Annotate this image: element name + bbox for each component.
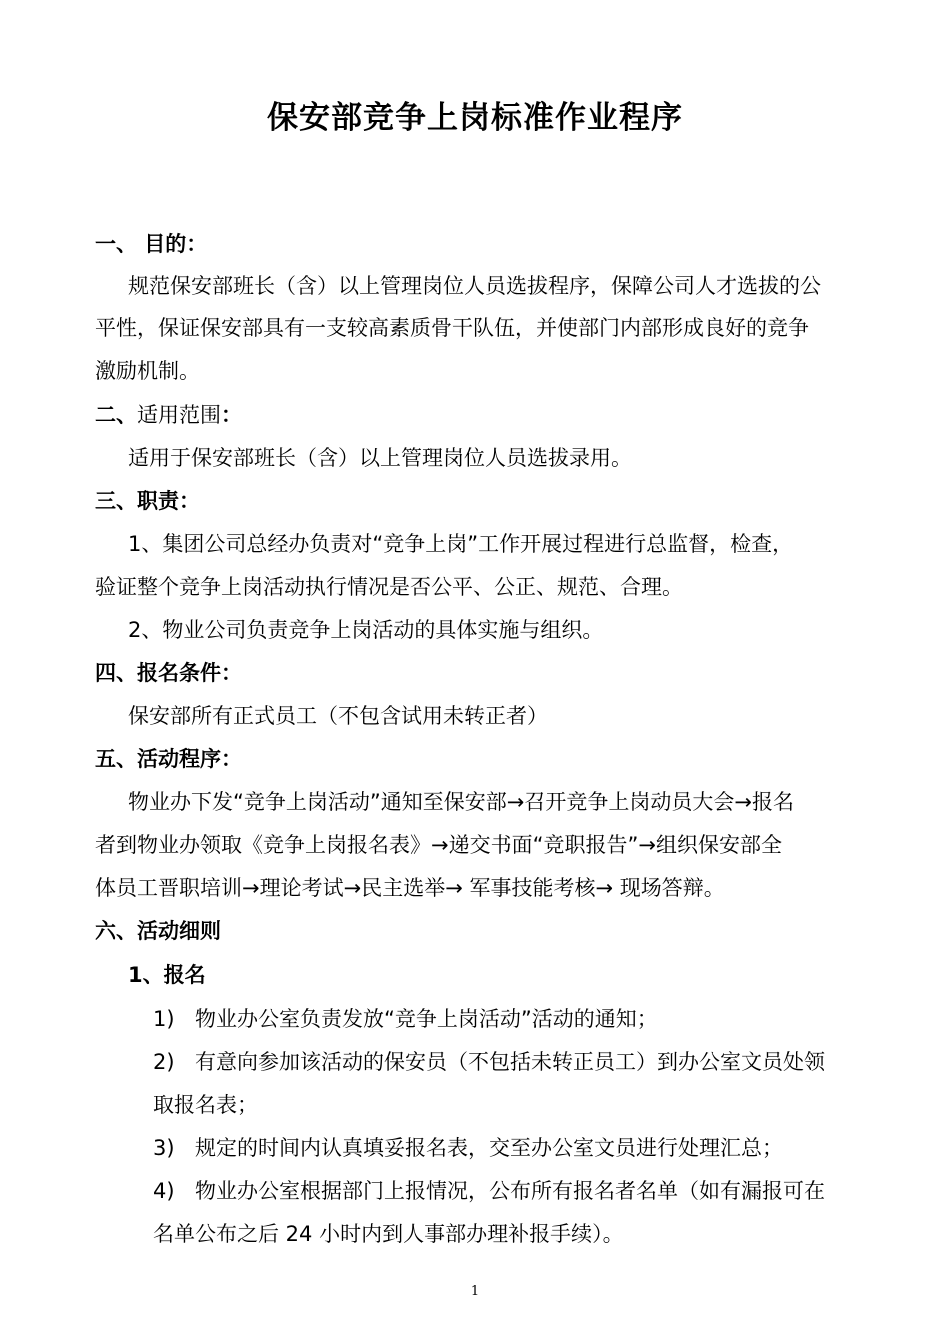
list-item-number: 4) [153, 1179, 175, 1203]
list-item-text: 有意向参加该活动的保安员（不包括未转正员工）到办公室文员处领 [195, 1050, 825, 1074]
section-4-paragraph: 保安部所有正式员工（不包含试用未转正者） [128, 704, 548, 728]
list-item-text: 物业办公室根据部门上报情况，公布所有报名者名单（如有漏报可在 [195, 1179, 825, 1203]
list-item-1 [153, 1004, 923, 1034]
section-3-paragraph-line-3: 2、物业公司负责竞争上岗活动的具体实施与组织。 [128, 618, 604, 642]
section-1-paragraph-line-1: 规范保安部班长（含）以上管理岗位人员选拔程序，保障公司人才选拔的公 [128, 274, 821, 298]
list-item-number: 2) [153, 1050, 175, 1074]
section-5-heading: 五、活动程序： [95, 747, 242, 771]
list-item-text: 物业办公室负责发放“竞争上岗活动”活动的通知； [195, 1007, 658, 1031]
section-5-paragraph-line-1: 物业办下发“竞争上岗活动”通知至保安部→召开竞争上岗动员大会→报名 [128, 790, 794, 814]
section-1-paragraph-line-2: 平性，保证保安部具有一支较高素质骨干队伍，并使部门内部形成良好的竞争 [95, 316, 809, 340]
list-item-4 [153, 1176, 923, 1206]
section-2-heading-number: 二、 [95, 403, 137, 427]
list-item-2-continuation: 取报名表； [153, 1093, 258, 1117]
section-2-paragraph: 适用于保安部班长（含）以上管理岗位人员选拔录用。 [128, 446, 632, 470]
list-item-number: 3) [153, 1136, 175, 1160]
section-3-paragraph-line-2: 验证整个竞争上岗活动执行情况是否公平、公正、规范、合理。 [95, 575, 683, 599]
section-6-subheading-1: 1、报名 [128, 963, 206, 987]
list-item-2 [153, 1047, 923, 1077]
section-2-heading [95, 400, 865, 430]
section-3-heading: 三、职责： [95, 489, 200, 513]
list-item-3 [153, 1133, 923, 1163]
section-6-heading: 六、活动细则 [95, 919, 221, 943]
document-title: 保安部竞争上岗标准作业程序 [267, 100, 683, 136]
list-item-4-continuation: 名单公布之后 24 小时内到人事部办理补报手续）。 [153, 1222, 624, 1246]
section-1-paragraph-line-3: 激励机制。 [95, 359, 200, 383]
section-5-paragraph-line-3: 体员工晋职培训→理论考试→民主选举→ 军事技能考核→ 现场答辩。 [95, 876, 725, 900]
list-item-number: 1) [153, 1007, 175, 1031]
section-2-heading-colon: ： [221, 403, 242, 427]
page-number: 1 [470, 1284, 480, 1299]
section-5-paragraph-line-2: 者到物业办领取《竞争上岗报名表》→递交书面“竞职报告”→组织保安部全 [95, 833, 782, 857]
section-1-heading: 一、 目的： [95, 232, 208, 256]
section-2-heading-text: 适用范围 [137, 403, 221, 427]
section-3-paragraph-line-1: 1、集团公司总经办负责对“竞争上岗”工作开展过程进行总监督，检查， [128, 532, 794, 556]
list-item-text: 规定的时间内认真填妥报名表，交至办公室文员进行处理汇总； [195, 1136, 783, 1160]
section-4-heading: 四、报名条件： [95, 661, 242, 685]
